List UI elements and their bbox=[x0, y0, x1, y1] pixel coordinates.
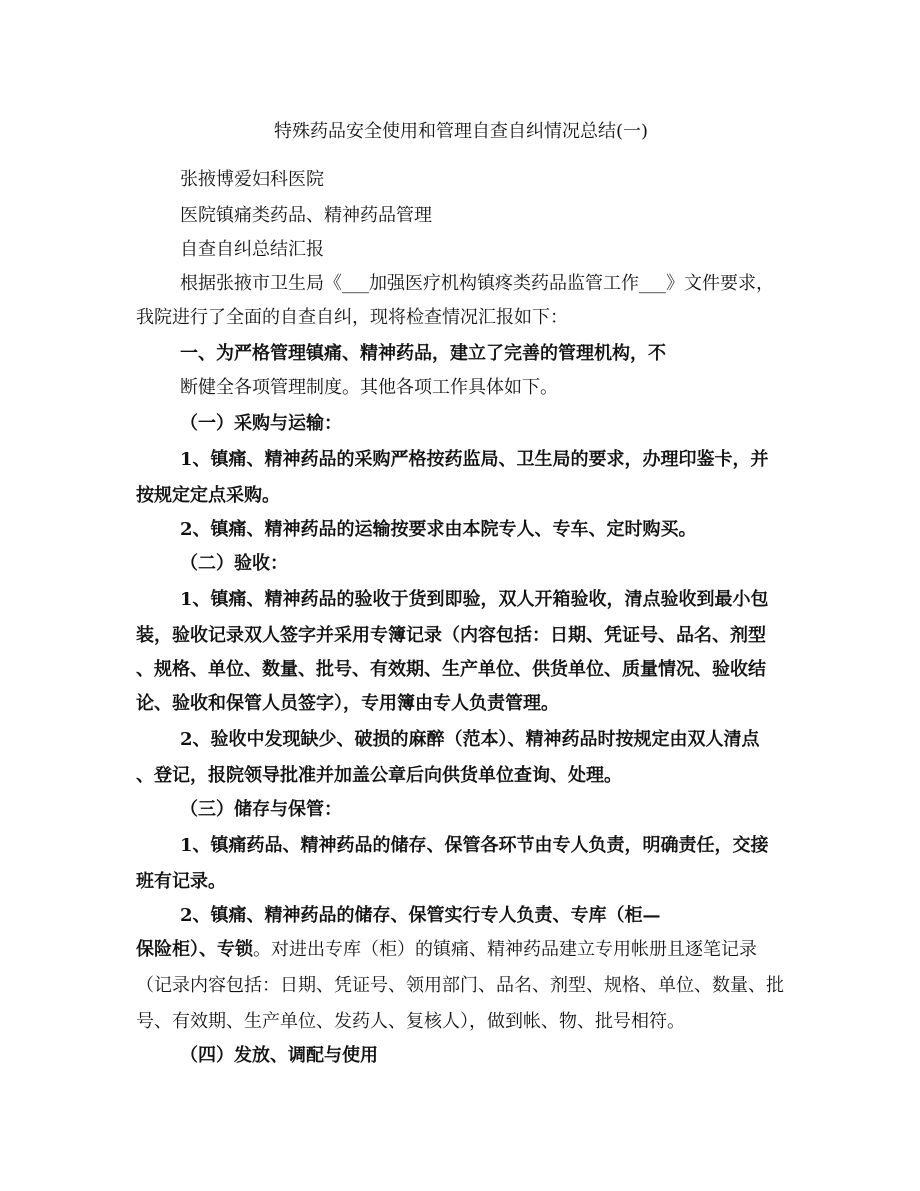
sub4-heading: （四）发放、调配与使用 bbox=[180, 1045, 378, 1066]
sub3-item2-line1: 2、镇痛、精神药品的储存、保管实行专人负责、专库（柜— bbox=[180, 905, 661, 926]
report-subject: 医院镇痛类药品、精神药品管理 bbox=[180, 205, 432, 226]
sub3-item1-line2: 班有记录。 bbox=[136, 871, 226, 892]
intro-line-2: 我院进行了全面的自查自纠，现将检查情况汇报如下： bbox=[136, 307, 568, 328]
sub1-heading: （一）采购与运输： bbox=[180, 413, 342, 434]
intro-line-1: 根据张掖市卫生局《___加强医疗机构镇疼类药品监管工作___》文件要求， bbox=[180, 273, 774, 294]
sub1-item2: 2、镇痛、精神药品的运输按要求由本院专人、专车、定时购买。 bbox=[180, 519, 697, 540]
document-title: 特殊药品安全使用和管理自查自纠情况总结(一) bbox=[274, 121, 649, 142]
sub2-item1-line3: 、规格、单位、数量、批号、有效期、生产单位、供货单位、质量情况、验收结 bbox=[136, 659, 766, 680]
sub3-heading: （三）储存与保管： bbox=[180, 799, 342, 820]
hospital-name: 张掖博爱妇科医院 bbox=[180, 169, 324, 190]
sub3-item2-line2-bold: 保险柜）、专锁 bbox=[136, 939, 253, 960]
sub2-item2-line1: 2、验收中发现缺少、破损的麻醉（范本）、精神药品时按规定由双人清点 bbox=[180, 729, 760, 750]
section1-heading: 一、为严格管理镇痛、精神药品，建立了完善的管理机构，不 bbox=[180, 343, 666, 364]
sub2-item1-line4: 论、验收和保管人员签字），专用簿由专人负责管理。 bbox=[136, 693, 559, 714]
sub3-item2-line2 bbox=[136, 938, 757, 962]
sub3-item2-line4: 号、有效期、生产单位、发药人、复核人），做到帐、物、批号相符。 bbox=[136, 1011, 685, 1032]
sub1-item1-line2: 按规定定点采购。 bbox=[136, 485, 280, 506]
sub1-item1-line1: 1、镇痛、精神药品的采购严格按药监局、卫生局的要求，办理印鉴卡，并 bbox=[180, 449, 769, 470]
sub2-item1-line2: 装，验收记录双人签字并采用专簿记录（内容包括：日期、凭证号、品名、剂型 bbox=[136, 625, 766, 646]
sub2-item2-line2: 、登记，报院领导批准并加盖公章后向供货单位查询、处理。 bbox=[136, 765, 622, 786]
report-type: 自查自纠总结汇报 bbox=[180, 239, 324, 260]
sub2-item1-line1: 1、镇痛、精神药品的验收于货到即验，双人开箱验收，清点验收到最小包 bbox=[180, 589, 769, 610]
sub3-item1-line1: 1、镇痛药品、精神药品的储存、保管各环节由专人负责，明确责任，交接 bbox=[180, 835, 769, 856]
sub3-item2-line3: （记录内容包括：日期、凭证号、领用部门、品名、剂型、规格、单位、数量、批 bbox=[136, 975, 784, 996]
section1-continuation: 断健全各项管理制度。其他各项工作具体如下。 bbox=[180, 377, 558, 398]
sub2-heading: （二）验收： bbox=[180, 553, 288, 574]
sub3-item2-line2-rest: 。对进出专库（柜）的镇痛、精神药品建立专用帐册且逐笔记录 bbox=[253, 939, 757, 960]
